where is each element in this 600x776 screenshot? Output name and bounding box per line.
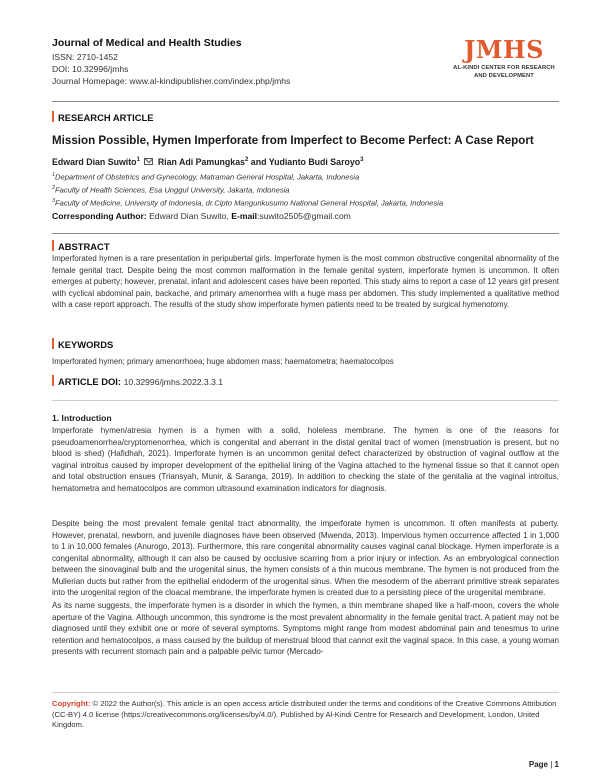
author-2: Rian Adi Pamungkas	[157, 157, 245, 167]
author-2-sup: 2	[245, 157, 249, 164]
footer-divider	[52, 692, 559, 693]
page-label: Page	[528, 760, 548, 769]
accent-bar	[52, 111, 54, 122]
introduction-paragraph-3: As its name suggests, the imperforate hymen is a disorder in which the hymen, a thin membrane shaped like a half-moon, covers the whole aperture of the Vagina. Although uncommon, this syndrome is the most prevalent abnormality in the female genital tract. A patient may not be diagnosed until they exhibit one or more of several symptoms. Symptoms might range from modest abdominal pain and tenesmus to urine retention and hematocolpos, a mass caused by the buildup of menstrual blood that cannot exit the vaginal space. In this case, a young woman presents with recurrent stomach pain and a palpable pelvic tumor (Mercado-	[52, 601, 559, 656]
journal-title: Journal of Medical and Health Studies	[52, 37, 242, 49]
page-value: 1	[554, 760, 559, 769]
author-line	[52, 157, 363, 167]
article-doi-link[interactable]: 10.32996/jmhs.2022.3.3.1	[123, 377, 224, 387]
journal-homepage-link[interactable]: Journal Homepage: www.al-kindipublisher.com/index.php/jmhs	[52, 76, 291, 86]
email-link[interactable]: :suwito2505@gmail.com	[257, 211, 351, 221]
accent-bar	[52, 375, 54, 386]
affiliation-2-sup: 2	[52, 185, 55, 191]
accent-bar	[52, 240, 54, 251]
affiliation-3-sup: 3	[52, 198, 55, 204]
page-separator: |	[550, 760, 553, 769]
corresponding-label: Corresponding Author:	[52, 211, 147, 221]
corresponding-name: Edward Dian Suwito,	[149, 211, 229, 221]
corresponding-author	[52, 211, 351, 221]
affiliation-3-text: Faculty of Medicine, University of Indonesia, dr.Cipto Mangunkusumo National General Hospital, Jakarta, Indonesia	[55, 198, 444, 208]
intro-divider	[52, 400, 559, 401]
logo-subtitle-line2: AND DEVELOPMENT	[474, 73, 534, 79]
logo-mark: JMHS	[464, 35, 544, 64]
affiliation-1-text: Department of Obstetrics and Gynecology, Matraman General Hospital, Jakarta, Indonesia	[55, 172, 360, 182]
copyright-text: © 2022 the Author(s). This article is an open access article distributed under the terms and conditions of the Creative Commons Attribution (CC-BY) 4.0 license (https://creativecommons.org/licenses/by/4.0/). Published by Al-Kindi Centre for Research and Development, London, United Kingdom.	[52, 699, 557, 729]
affiliation-1	[52, 172, 359, 182]
author-1-sup: 1	[136, 157, 140, 164]
paper-title: Mission Possible, Hymen Imperforate from Imperfect to Become Perfect: A Case Report	[52, 134, 534, 147]
article-doi-label: ARTICLE DOI:	[58, 376, 122, 387]
page-number	[529, 760, 559, 769]
logo-subtitle-line1: AL-KINDI CENTER FOR RESEARCH	[453, 65, 555, 71]
article-type-text: RESEARCH ARTICLE	[58, 112, 154, 123]
affiliation-2-text: Faculty of Health Sciences, Esa Unggul University, Jakarta, Indonesia	[55, 185, 290, 195]
accent-bar	[52, 338, 54, 349]
copyright-label: Copyright:	[52, 699, 91, 708]
author-1: Edward Dian Suwito	[52, 157, 137, 167]
abstract-heading	[52, 240, 110, 252]
journal-doi: DOI: 10.32996/jmhs	[52, 64, 129, 74]
author-and: and	[250, 157, 267, 167]
affiliation-3	[52, 198, 443, 208]
abstract-heading-text: ABSTRACT	[58, 241, 110, 252]
email-label: E-mail	[231, 211, 258, 221]
affiliation-2	[52, 185, 290, 195]
abstract-text: Imperforated hymen is a rare presentation in peripubertal girls. Imperforate hymen is the most common obstructive congenital abnormality of the female genital tract. Despite being the most common malformation in the female genital system, imperforate hymen is uncommon. It often emerges at puberty; however, prenatal, infant and adolescent cases have been reported. This study aims to report a case of 12 years girl present with cyclical abdominal pain, backache, and primary amenorrhea with a huge mass per abdomen. This study implemented a qualitative method with a case report approach. The results of the study show imperforate hymen patients need to be treated by surgical hymenotomy.	[52, 254, 559, 309]
author-3-sup: 3	[360, 157, 364, 164]
keywords-heading	[52, 338, 113, 350]
keywords-heading-text: KEYWORDS	[58, 339, 114, 350]
introduction-paragraph-1: Imperforate hymen/atresia hymen is a hymen with a solid, holeless membrane. The hymen is one of the reasons for pseudoamenorrhea/cryptomenorrhea, which is congenital and aberrant in the distal genital tract of women (menstruation is present, but no blood is shed) (Hafidhah, 2021). Imperforate hymen is an uncommon genital defect characterized by obstruction of vaginal outflow at the vaginal introitus caused by improper development of the epithelial lining of the Vagina attached to the hymenal tissue so that it cannot open and total obstruction ensues (Triansyah, Munir, & Saranga, 2019). In addition to checking the state of the genitalia at the vaginal introitus, hematometra and hematocolpos are common ultrasound examination indicators for diagnosis.	[52, 426, 559, 493]
abstract-divider	[52, 233, 559, 234]
article-doi	[52, 375, 223, 387]
journal-issn: ISSN: 2710-1452	[52, 52, 118, 62]
affiliation-1-sup: 1	[52, 172, 55, 178]
keywords-text: Imperforated hymen; primary amenorrhoea; huge abdomen mass; haematometra; haematocolpos	[52, 357, 394, 366]
introduction-heading: 1. Introduction	[52, 413, 112, 423]
article-type-label	[52, 111, 154, 123]
journal-logo	[449, 36, 559, 80]
author-3: Yudianto Budi Saroyo	[268, 157, 361, 167]
introduction-paragraph-2: Despite being the most prevalent female genital tract abnormality, the imperforate hymen is uncommon. It often manifests at puberty. However, prenatal, newborn, and juvenile diagnoses have been observed (Mwenda, 2013). Impervious hymen occurrence affected 1 in 1,000 to 1 in 10,000 females (Anurogo, 2013). Furthermore, this rare congenital abnormality causes vaginal canal blockage. Hymen imperforate is a congenital abnormality, although it can also be caused by occlusive scarring from a prior injury or infection. As an embryological connection between the sinovaginal bulb and the urogenital sinus, the hymen consists of a thin mucous membrane. The hymen is not produced from the Mullerian ducts but rather from the epithelial endoderm of the urogenital sinus. When the mesoderm of the aberrant primitive streak separates into the urogenital region of the cloacal membrane, the imperforate hymen is created due to a persisting piece of the urogenital membrane.	[52, 519, 559, 597]
copyright-notice	[52, 699, 559, 731]
header-divider	[52, 101, 559, 102]
journal-header	[52, 37, 290, 87]
mail-icon[interactable]	[144, 158, 153, 165]
